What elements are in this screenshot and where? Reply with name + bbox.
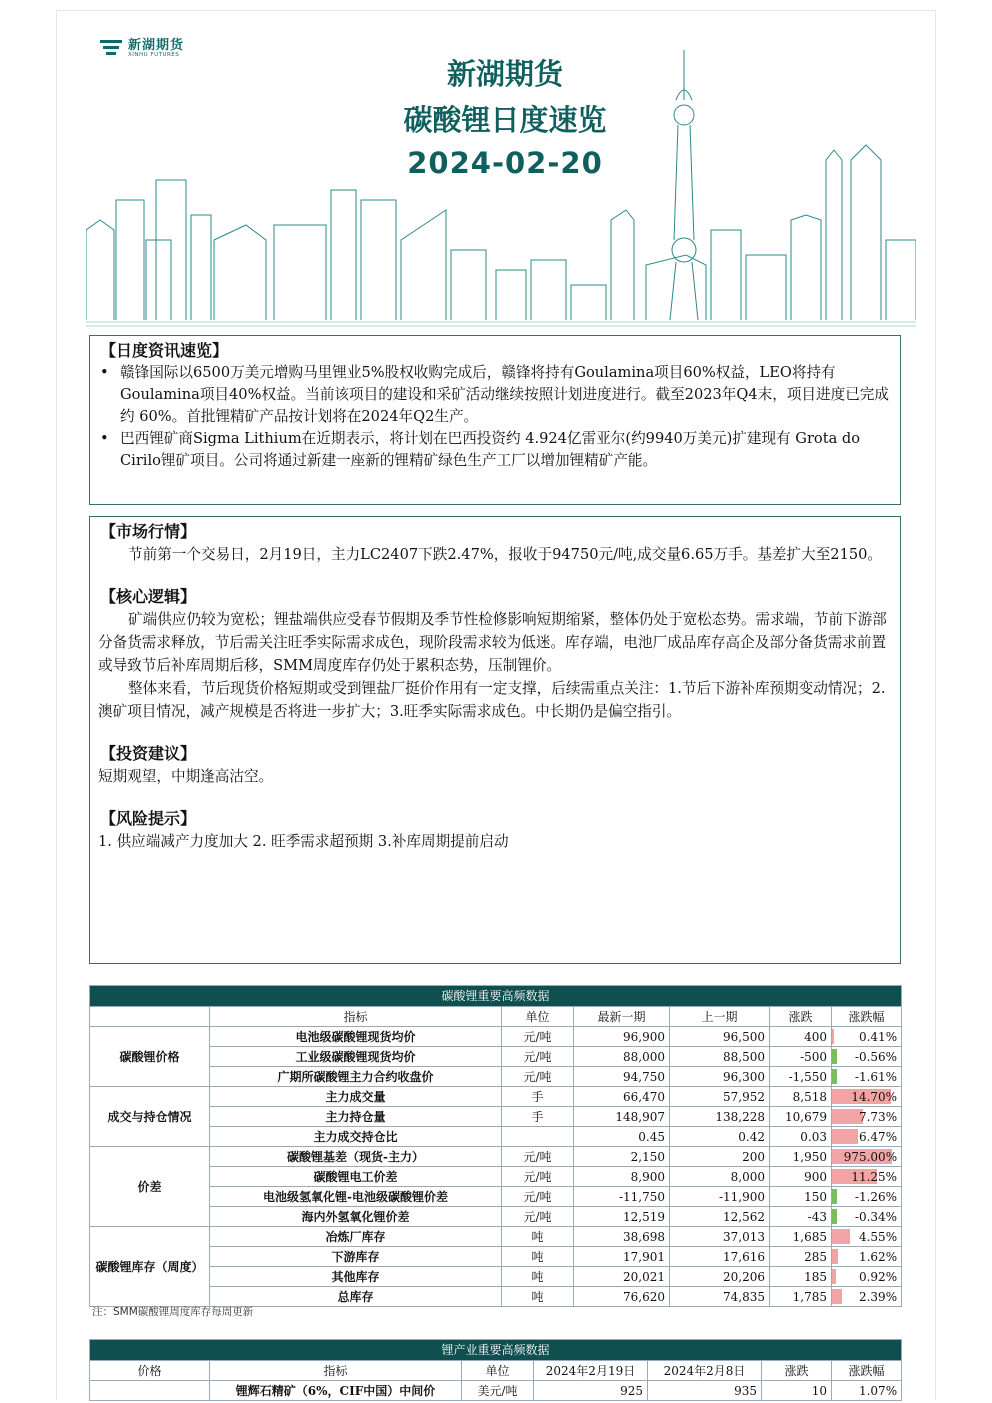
- indicator-cell: 冶炼厂库存: [210, 1227, 502, 1247]
- change-cell: 400: [770, 1027, 832, 1047]
- pct-value: -1.26%: [854, 1189, 898, 1204]
- latest-cell: 12,519: [574, 1207, 670, 1227]
- change-cell: 1,785: [770, 1287, 832, 1307]
- prev-cell: 37,013: [670, 1227, 770, 1247]
- indicator-cell: 电池级氢氧化锂-电池级碳酸锂价差: [210, 1187, 502, 1207]
- indicator-cell: 下游库存: [210, 1247, 502, 1267]
- prev-cell: 20,206: [670, 1267, 770, 1287]
- table2-header: 涨跌: [762, 1361, 832, 1381]
- news-item: [98, 362, 892, 428]
- change-cell: 10,679: [770, 1107, 832, 1127]
- unit-cell: [502, 1127, 574, 1147]
- latest-cell: -11,750: [574, 1187, 670, 1207]
- indicator-cell: 主力成交持仓比: [210, 1127, 502, 1147]
- pct-value: 0.41%: [858, 1029, 898, 1044]
- pct-bar-negative: [832, 1189, 837, 1204]
- change-cell: 285: [770, 1247, 832, 1267]
- change-cell: 1,950: [770, 1147, 832, 1167]
- logic-paragraph-1: 矿端供应仍较为宽松；锂盐端供应受春节假期及季节性检修影响短期缩紧，整体仍处于宽松态势。需求端，节前下游部分备货需求释放，节后需关注旺季实际需求成色，现阶段需求较为低迷。库存端，电池厂成品库存高企及部分备货需求前置或导致节后补库周期后移，SMM周度库存仍处于累积态势，压制锂价。: [98, 611, 887, 674]
- change-cell: 10: [762, 1381, 832, 1401]
- group-cell: 价差: [90, 1147, 210, 1227]
- pct-bar-positive: [832, 1249, 838, 1264]
- pct-value: 11.25%: [851, 1169, 898, 1184]
- latest-cell: 96,900: [574, 1027, 670, 1047]
- prev-cell: 0.42: [670, 1127, 770, 1147]
- indicator-cell: 广期所碳酸锂主力合约收盘价: [210, 1067, 502, 1087]
- unit-cell: 手: [502, 1107, 574, 1127]
- table-row: [90, 1087, 902, 1107]
- pct-cell: [832, 1027, 902, 1047]
- table1-caption: 碳酸锂重要高频数据: [90, 986, 902, 1007]
- logo-name-cn: 新湖期货: [128, 37, 185, 53]
- latest-cell: 2,150: [574, 1147, 670, 1167]
- table2-header: 2024年2月19日: [534, 1361, 648, 1381]
- change-cell: 185: [770, 1267, 832, 1287]
- change-cell: -1,550: [770, 1067, 832, 1087]
- prev-cell: 96,500: [670, 1027, 770, 1047]
- pct-value: 7.73%: [858, 1109, 898, 1124]
- unit-cell: 元/吨: [502, 1167, 574, 1187]
- table-row: [90, 1247, 902, 1267]
- table1-header: 上一期: [670, 1007, 770, 1027]
- indicator-cell: 电池级碳酸锂现货均价: [210, 1027, 502, 1047]
- pct-cell: [832, 1207, 902, 1227]
- unit-cell: 元/吨: [502, 1027, 574, 1047]
- unit-cell: 吨: [502, 1227, 574, 1247]
- pct-bar-positive: [832, 1289, 842, 1304]
- table-row: [90, 1147, 902, 1167]
- table2-header: 单位: [462, 1361, 534, 1381]
- news-item-text: 赣锋国际以6500万美元增购马里锂业5%股权收购完成后，赣锋将持有Goulamina项目60%权益，LEO将持有Goulamina项目40%权益。当前该项目的建设和采矿活动继续按照计划进度进行。截至2023年Q4末，项目进度已完成约 60%。首批锂精矿产品按计划将在2024年Q2生产。: [120, 364, 889, 425]
- indicator-cell: 碳酸锂电工价差: [210, 1167, 502, 1187]
- change-cell: 8,518: [770, 1087, 832, 1107]
- indicator-cell: 锂辉石精矿（6%，CIF中国）中间价: [210, 1381, 462, 1401]
- unit-cell: 元/吨: [502, 1047, 574, 1067]
- change-cell: 0.03: [770, 1127, 832, 1147]
- latest-cell: 88,000: [574, 1047, 670, 1067]
- pct-value: 2.39%: [858, 1289, 898, 1304]
- latest-cell: 0.45: [574, 1127, 670, 1147]
- unit-cell: 元/吨: [502, 1187, 574, 1207]
- prev-cell: 74,835: [670, 1287, 770, 1307]
- table1-header: 涨跌: [770, 1007, 832, 1027]
- table2-header: 涨跌幅: [832, 1361, 902, 1381]
- pct-cell: [832, 1147, 902, 1167]
- pct-cell: [832, 1107, 902, 1127]
- unit-cell: 元/吨: [502, 1067, 574, 1087]
- latest-cell: 8,900: [574, 1167, 670, 1187]
- risk-title: 【风险提示】: [100, 809, 197, 828]
- latest-cell: 38,698: [574, 1227, 670, 1247]
- pct-cell: [832, 1247, 902, 1267]
- pct-value: 1.62%: [858, 1249, 898, 1264]
- market-text: 节前第一个交易日，2月19日，主力LC2407下跌2.47%，报收于94750元/吨,成交量6.65万手。基差扩大至2150。: [128, 546, 883, 563]
- report-date: 2024-02-20: [407, 146, 603, 180]
- prev-cell: 12,562: [670, 1207, 770, 1227]
- pct-cell: 1.07%: [832, 1381, 902, 1401]
- news-title: 【日度资讯速览】: [100, 341, 229, 360]
- table-row: [90, 1207, 902, 1227]
- indicator-cell: 工业级碳酸锂现货均价: [210, 1047, 502, 1067]
- pct-value: 6.47%: [858, 1129, 898, 1144]
- table1-header: 指标: [210, 1007, 502, 1027]
- table1-header-group: [90, 1007, 210, 1027]
- table-row: [90, 1187, 902, 1207]
- pct-value: 0.92%: [858, 1269, 898, 1284]
- prev-cell: -11,900: [670, 1187, 770, 1207]
- pct-bar-positive: [832, 1229, 850, 1244]
- report-title: 碳酸锂日度速览: [403, 103, 607, 137]
- prev-cell: 57,952: [670, 1087, 770, 1107]
- table-row: [90, 1027, 902, 1047]
- unit-cell: 元/吨: [502, 1207, 574, 1227]
- change-cell: 1,685: [770, 1227, 832, 1247]
- table-row: [90, 1047, 902, 1067]
- bullet-icon: •: [100, 430, 109, 447]
- pct-cell: [832, 1047, 902, 1067]
- table2-caption: 锂产业重要高频数据: [90, 1340, 902, 1361]
- group-cell: [90, 1381, 210, 1401]
- unit-cell: 元/吨: [502, 1147, 574, 1167]
- prev-cell: 200: [670, 1147, 770, 1167]
- indicator-cell: 碳酸锂基差（现货-主力）: [210, 1147, 502, 1167]
- unit-cell: 吨: [502, 1267, 574, 1287]
- table-row: [90, 1267, 902, 1287]
- unit-cell: 手: [502, 1087, 574, 1107]
- indicator-cell: 主力持仓量: [210, 1107, 502, 1127]
- pct-value: 975.00%: [843, 1149, 898, 1164]
- latest-cell: 925: [534, 1381, 648, 1401]
- table1-header: 最新一期: [574, 1007, 670, 1027]
- news-item-text: 巴西锂矿商Sigma Lithium在近期表示，将计划在巴西投资约 4.924亿雷亚尔(约9940万美元)扩建现有 Grota do Cirilo锂矿项目。公司将通过新建一座新的锂精矿绿色生产工厂以增加锂精矿产能。: [120, 430, 861, 469]
- header-company-name: 新湖期货: [446, 57, 563, 91]
- indicator-cell: 主力成交量: [210, 1087, 502, 1107]
- table-row: [90, 1107, 902, 1127]
- prev-cell: 138,228: [670, 1107, 770, 1127]
- prev-cell: 88,500: [670, 1047, 770, 1067]
- pct-bar-negative: [832, 1069, 837, 1084]
- prev-cell: 17,616: [670, 1247, 770, 1267]
- prev-cell: 96,300: [670, 1067, 770, 1087]
- indicator-cell: 海内外氢氧化锂价差: [210, 1207, 502, 1227]
- latest-cell: 94,750: [574, 1067, 670, 1087]
- table2-header: 价格: [90, 1361, 210, 1381]
- table-row: [90, 1067, 902, 1087]
- latest-cell: 148,907: [574, 1107, 670, 1127]
- logic-paragraph-2: 整体来看，节后现货价格短期或受到锂盐厂挺价作用有一定支撑，后续需重点关注：1.节后下游补库预期变动情况；2.澳矿项目情况，减产规模是否将进一步扩大；3.旺季实际需求成色。中长期仍是偏空指引。: [98, 680, 886, 720]
- pct-value: 4.55%: [858, 1229, 898, 1244]
- latest-cell: 17,901: [574, 1247, 670, 1267]
- bullet-icon: •: [100, 364, 109, 381]
- pct-cell: [832, 1067, 902, 1087]
- change-cell: 900: [770, 1167, 832, 1187]
- advice-title: 【投资建议】: [100, 744, 197, 763]
- lithium-carbonate-data-table: [89, 985, 902, 1307]
- group-cell: 成交与持仓情况: [90, 1087, 210, 1147]
- group-cell: 碳酸锂库存（周度）: [90, 1227, 210, 1307]
- latest-cell: 66,470: [574, 1087, 670, 1107]
- indicator-cell: 总库存: [210, 1287, 502, 1307]
- logo-name-en: XINHU FUTURES: [128, 51, 180, 58]
- pct-cell: [832, 1267, 902, 1287]
- advice-text: 短期观望，中期逢高沽空。: [98, 768, 274, 785]
- change-cell: -500: [770, 1047, 832, 1067]
- table2-header: 指标: [210, 1361, 462, 1381]
- pct-bar-positive: [832, 1269, 836, 1284]
- lithium-industry-data-table: [89, 1339, 902, 1401]
- table-row: [90, 1167, 902, 1187]
- pct-cell: [832, 1167, 902, 1187]
- pct-bar-negative: [832, 1209, 837, 1224]
- prev-cell: 935: [648, 1381, 762, 1401]
- pct-cell: [832, 1087, 902, 1107]
- table-note: 注：SMM碳酸锂周度库存每周更新: [92, 1306, 254, 1318]
- table-row: [90, 1227, 902, 1247]
- pct-cell: [832, 1187, 902, 1207]
- table2-header: 2024年2月8日: [648, 1361, 762, 1381]
- pct-bar-positive: [832, 1029, 834, 1044]
- table-row: [90, 1127, 902, 1147]
- analysis-section: [89, 516, 901, 964]
- unit-cell: 美元/吨: [462, 1381, 534, 1401]
- unit-cell: 吨: [502, 1247, 574, 1267]
- pct-cell: [832, 1227, 902, 1247]
- pct-value: 14.70%: [851, 1089, 898, 1104]
- risk-text: 1. 供应端减产力度加大 2. 旺季需求超预期 3.补库周期提前启动: [98, 833, 509, 850]
- table-row: [90, 1381, 902, 1401]
- latest-cell: 76,620: [574, 1287, 670, 1307]
- change-cell: -43: [770, 1207, 832, 1227]
- pct-bar-positive: [832, 1129, 858, 1144]
- latest-cell: 20,021: [574, 1267, 670, 1287]
- market-title: 【市场行情】: [100, 522, 197, 541]
- logic-title: 【核心逻辑】: [100, 587, 197, 606]
- group-cell: 碳酸锂价格: [90, 1027, 210, 1087]
- prev-cell: 8,000: [670, 1167, 770, 1187]
- change-cell: 150: [770, 1187, 832, 1207]
- news-section: [89, 335, 901, 505]
- pct-value: -0.56%: [854, 1049, 898, 1064]
- news-item: [98, 428, 892, 472]
- pct-bar-negative: [832, 1049, 837, 1064]
- indicator-cell: 其他库存: [210, 1267, 502, 1287]
- table1-header: 涨跌幅: [832, 1007, 902, 1027]
- pct-value: -0.34%: [854, 1209, 898, 1224]
- pct-cell: [832, 1127, 902, 1147]
- unit-cell: 吨: [502, 1287, 574, 1307]
- pct-cell: [832, 1287, 902, 1307]
- pct-value: -1.61%: [854, 1069, 898, 1084]
- table1-header: 单位: [502, 1007, 574, 1027]
